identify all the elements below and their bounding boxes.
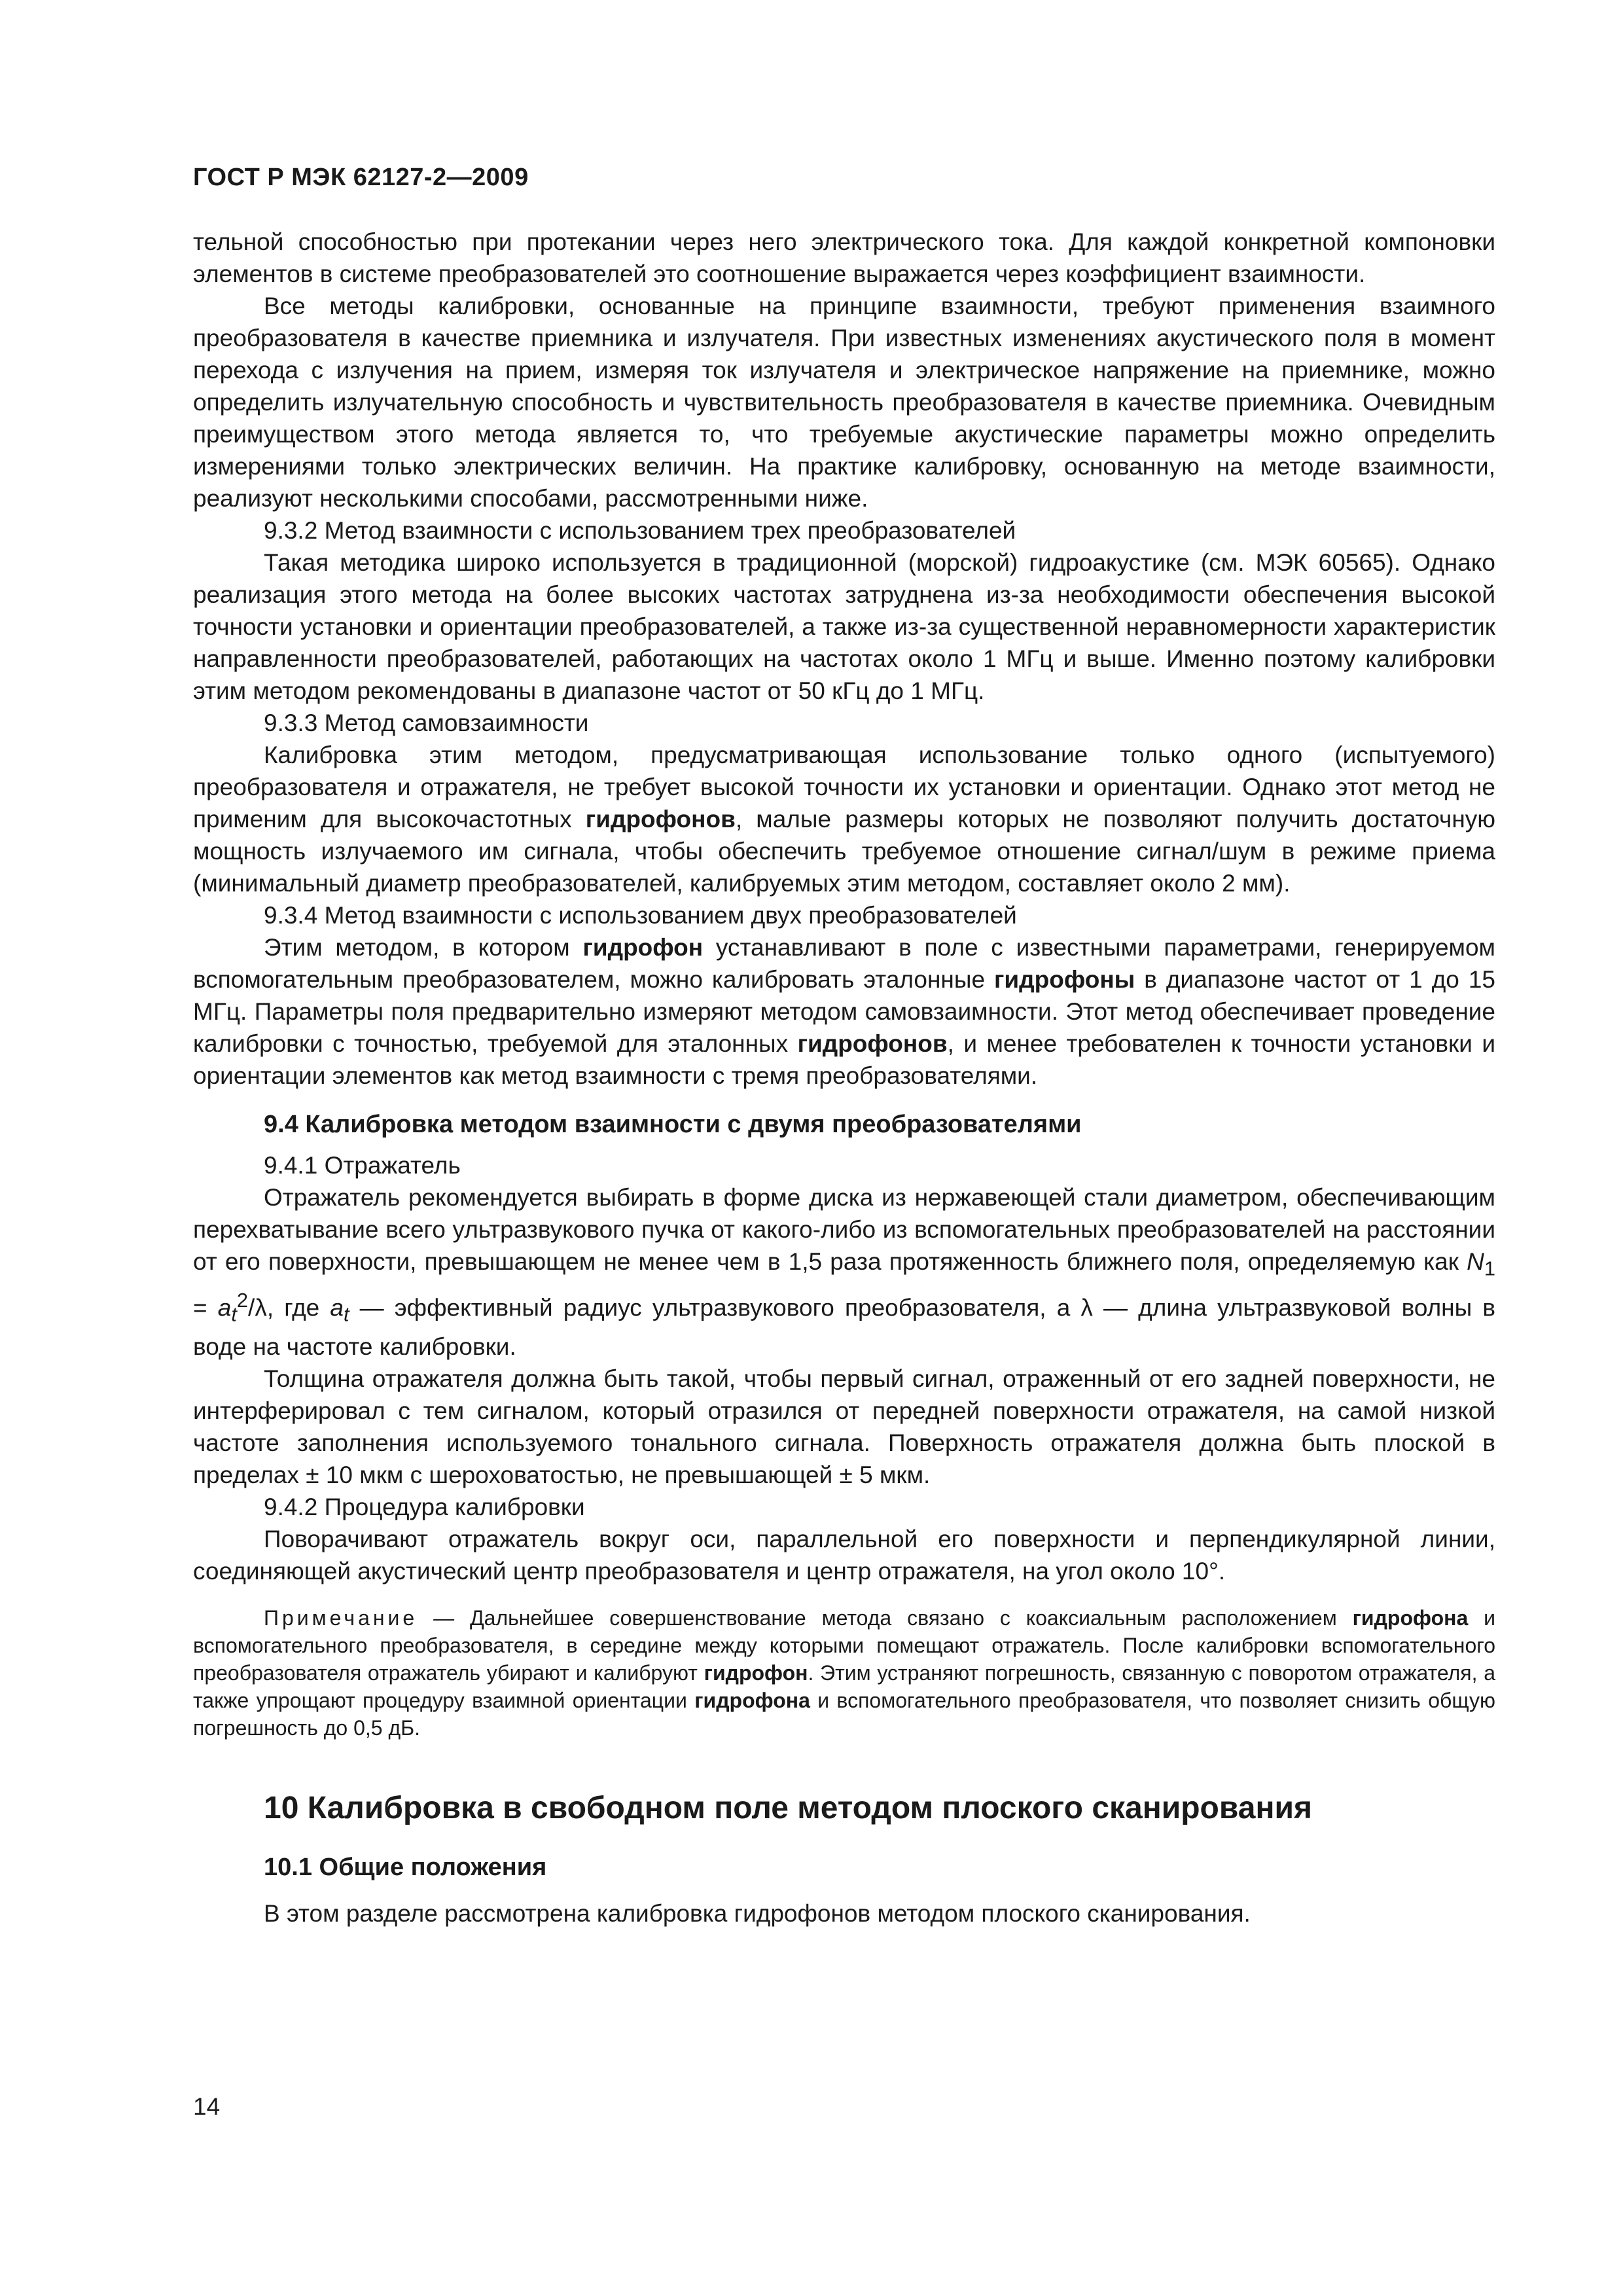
paragraph-self-reciprocity — [193, 739, 1495, 899]
paragraph-planar-scanning: В этом разделе рассмотрена калибровка гидрофонов методом плоского сканирования. — [264, 1900, 1251, 1928]
formula-subscript: t — [343, 1303, 349, 1327]
text-run: и вспомогательного преобразователя, что позволяет снизить общую погрешность до 0,5 дБ. — [193, 1689, 1496, 1740]
text-run: — Дальнейшее совершенствование метода связано с коаксиальным расположением — [418, 1606, 1353, 1630]
section-9-4-1-heading: 9.4.1 Отражатель — [264, 1152, 461, 1179]
text-run: и вспомогательного преобразователя, в середине между которыми помещают отражатель. После калибровки вспомогательного преобразователя отражатель убирают и калибруют — [193, 1606, 1496, 1685]
formula-subscript: t — [231, 1303, 237, 1327]
formula-superscript: 2 — [236, 1289, 249, 1312]
paragraph-calibration-procedure: Поворачивают отражатель вокруг оси, параллельной его поверхности и перпендикулярной линии, соединяющей акустический центр преобразователя и центр отражателя, на угол около 10°. — [193, 1526, 1495, 1585]
text-run: Этим методом, в котором — [264, 934, 583, 961]
text-run: — эффективный радиус ультразвукового преобразователя, а λ — длина ультразвуковой волны в воде на частоте калибровки. — [193, 1294, 1495, 1361]
term-hydrophone: гидрофона — [1352, 1606, 1469, 1630]
term-hydrophone: гидрофона — [694, 1689, 810, 1713]
term-hydrophones: гидрофонов — [797, 1030, 948, 1057]
section-9-3-3-heading: 9.3.3 Метод самовзаимности — [264, 709, 589, 736]
text-run: устанавливают в поле с известными параметрами, генерируемом вспомогательным преобразователем, можно калибровать эталонные — [193, 934, 1495, 993]
paragraph-reflector — [193, 1181, 1495, 1363]
term-hydrophone: гидрофон — [582, 934, 704, 961]
paragraph-three-transducers: Такая методика широко используется в традиционной (морской) гидроакустике (см. МЭК 60565). Однако реализация этого метода на более высоких частотах затруднена из-за необходимости обеспечения высокой точности установки и ориентации преобразователей, а также из-за существенной неравномерности характеристик направленности преобразователей, работающих на частотах около 1 МГц и выше. Именно поэтому калибровки этим методом рекомендованы в диапазоне частот от 50 кГц до 1 МГц. — [193, 549, 1495, 704]
section-9-3-2-heading: 9.3.2 Метод взаимности с использованием трех преобразователей — [264, 517, 1016, 544]
document-header: ГОСТ Р МЭК 62127-2—2009 — [193, 164, 529, 191]
formula-subscript: 1 — [1484, 1257, 1495, 1280]
paragraph-two-transducers — [193, 931, 1495, 1092]
formula-symbol: a — [330, 1294, 344, 1321]
document-body — [193, 226, 1495, 1929]
term-hydrophones: гидрофоны — [993, 966, 1135, 993]
formula-symbol: N — [1467, 1248, 1484, 1275]
page-number: 14 — [193, 2093, 221, 2120]
paragraph-reflector-thickness: Толщина отражателя должна быть такой, чтобы первый сигнал, отраженный от его задней поверхности, не интерферировал с тем сигналом, который отразился от передней поверхности отражателя, на самой низкой частоте заполнения используемого тонального сигнала. Поверхность отражателя должна быть плоской в пределах ± 10 мкм с шероховатостью, не превышающей ± 5 мкм. — [193, 1365, 1495, 1489]
note-label: Примечание — [264, 1606, 418, 1630]
text-run: , малые размеры которых не позволяют получить достаточную мощность излучаемого им сигнала, чтобы обеспечить требуемое отношение сигнал/шум в режиме приема (минимальный диаметр преобразователей, калибруемых этим методом, составляет около 2 мм). — [193, 806, 1496, 897]
section-10-1-heading: 10.1 Общие положения — [264, 1854, 547, 1882]
section-9-3-4-heading: 9.3.4 Метод взаимности с использованием двух преобразователей — [264, 902, 1017, 929]
section-9-4-heading: 9.4 Калибровка методом взаимности с двумя преобразователями — [264, 1111, 1082, 1138]
note-paragraph — [193, 1604, 1495, 1742]
term-hydrophones: гидрофонов — [585, 806, 736, 833]
text-run: Отражатель рекомендуется выбирать в форме диска из нержавеющей стали диаметром, обеспечивающим перехватывание всего ультразвукового пучка от какого-либо из вспомогательных преобразователей на расстоянии от его поверхности, превышающем не менее чем в 1,5 раза протяженность ближнего поля, определяемую как — [193, 1184, 1495, 1275]
section-10-heading: 10 Калибровка в свободном поле методом плоского сканирования — [264, 1791, 1312, 1826]
text-run: , и менее требователен к точности установки и ориентации элементов как метод взаимности с тремя преобразователями. — [193, 1030, 1495, 1089]
section-9-4-2-heading: 9.4.2 Процедура калибровки — [264, 1494, 585, 1521]
text-run: Калибровка этим методом, предусматривающая использование только одного (испытуемого) преобразователя и отражателя, не требует высокой точности их установки и ориентации. Однако этот метод не применим для высокочастотных — [193, 742, 1495, 833]
formula-symbol: a — [217, 1294, 232, 1321]
formula-equals: = — [193, 1294, 218, 1321]
text-run: . Этим устраняют погрешность, связанную с поворотом отражателя, а также упрощают процедуру взаимной ориентации — [193, 1661, 1496, 1713]
text-run: /λ, где — [248, 1294, 330, 1321]
text-run: в диапазоне частот от 1 до 15 МГц. Параметры поля предварительно измеряют методом самовзаимности. Этот метод обеспечивает проведение калибровки с точностью, требуемой для эталонных — [193, 966, 1495, 1057]
paragraph-reciprocity-methods: Все методы калибровки, основанные на принципе взаимности, требуют применения взаимного преобразователя в качестве приемника и излучателя. При известных изменениях акустического поля в момент перехода с излучения на прием, измеряя ток излучателя и электрическое напряжение на приемнике, можно определить излучательную способность и чувствительность преобразователя в качестве приемника. Очевидным преимуществом этого метода является то, что требуемые акустические параметры можно определить измерениями только электрических величин. На практике калибровку, основанную на методе взаимности, реализуют несколькими способами, рассмотренными ниже. — [193, 293, 1495, 512]
term-hydrophone: гидрофон — [704, 1661, 808, 1685]
paragraph-continuation: тельной способностью при протекании через него электрического тока. Для каждой конкретной компоновки элементов в системе преобразователей это соотношение выражается через коэффициент взаимности. — [193, 228, 1495, 287]
